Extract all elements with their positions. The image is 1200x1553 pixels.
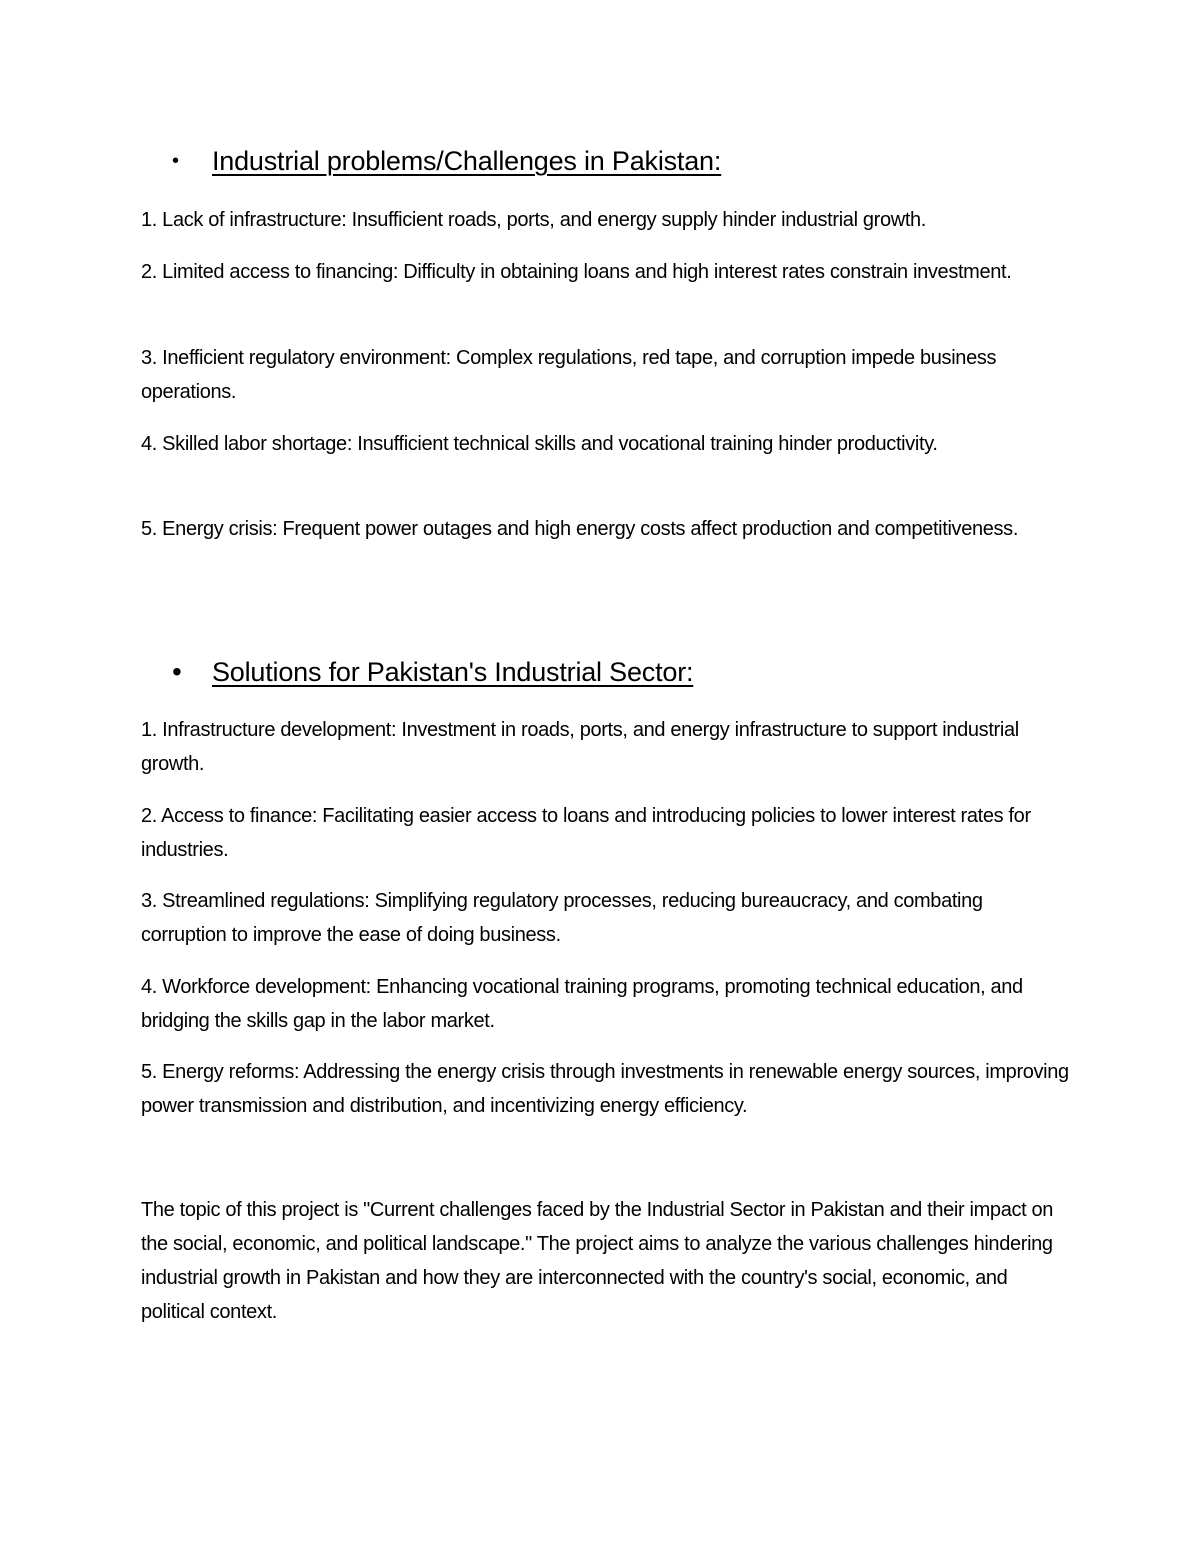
challenge-item-2: 2. Limited access to financing: Difficulty in obtaining loans and high interest rates constrain investment. (141, 261, 1012, 283)
solution-item-5: 5. Energy reforms: Addressing the energy crisis through investments in renewable energy sources, improving power transmission and distribution, and incentivizing energy efficiency. (141, 1061, 1069, 1117)
heading-text: Industrial problems/Challenges in Pakistan: (212, 146, 722, 176)
topic-paragraph: The topic of this project is "Current challenges faced by the Industrial Sector in Pakistan and their impact on the social, economic, and political landscape." The project aims to analyze the various challenges hindering industrial growth in Pakistan and how they are interconnected with the country's social, economic, and political context. (141, 1199, 1054, 1323)
challenge-item-4: 4. Skilled labor shortage: Insufficient technical skills and vocational training hinder productivity. (141, 433, 938, 455)
solution-item-3: 3. Streamlined regulations: Simplifying regulatory processes, reducing bureaucracy, and combating corruption to improve the ease of doing business. (141, 890, 983, 946)
solution-item-1: 1. Infrastructure development: Investment in roads, ports, and energy infrastructure to support industrial growth. (141, 719, 1019, 775)
bullet-icon: • (172, 656, 182, 687)
section-heading-solutions (172, 655, 693, 689)
section-heading-challenges (172, 144, 721, 178)
challenge-item-3: 3. Inefficient regulatory environment: Complex regulations, red tape, and corruption impede business operations. (141, 347, 997, 403)
challenge-item-1: 1. Lack of infrastructure: Insufficient roads, ports, and energy supply hinder industrial growth. (141, 209, 927, 231)
bullet-icon: • (172, 150, 179, 172)
solution-item-2: 2. Access to finance: Facilitating easier access to loans and introducing policies to lower interest rates for industries. (141, 805, 1031, 861)
solution-item-4: 4. Workforce development: Enhancing vocational training programs, promoting technical education, and bridging the skills gap in the labor market. (141, 976, 1023, 1032)
heading-text: Solutions for Pakistan's Industrial Sector: (212, 657, 694, 687)
challenge-item-5: 5. Energy crisis: Frequent power outages and high energy costs affect production and competitiveness. (141, 518, 1019, 540)
